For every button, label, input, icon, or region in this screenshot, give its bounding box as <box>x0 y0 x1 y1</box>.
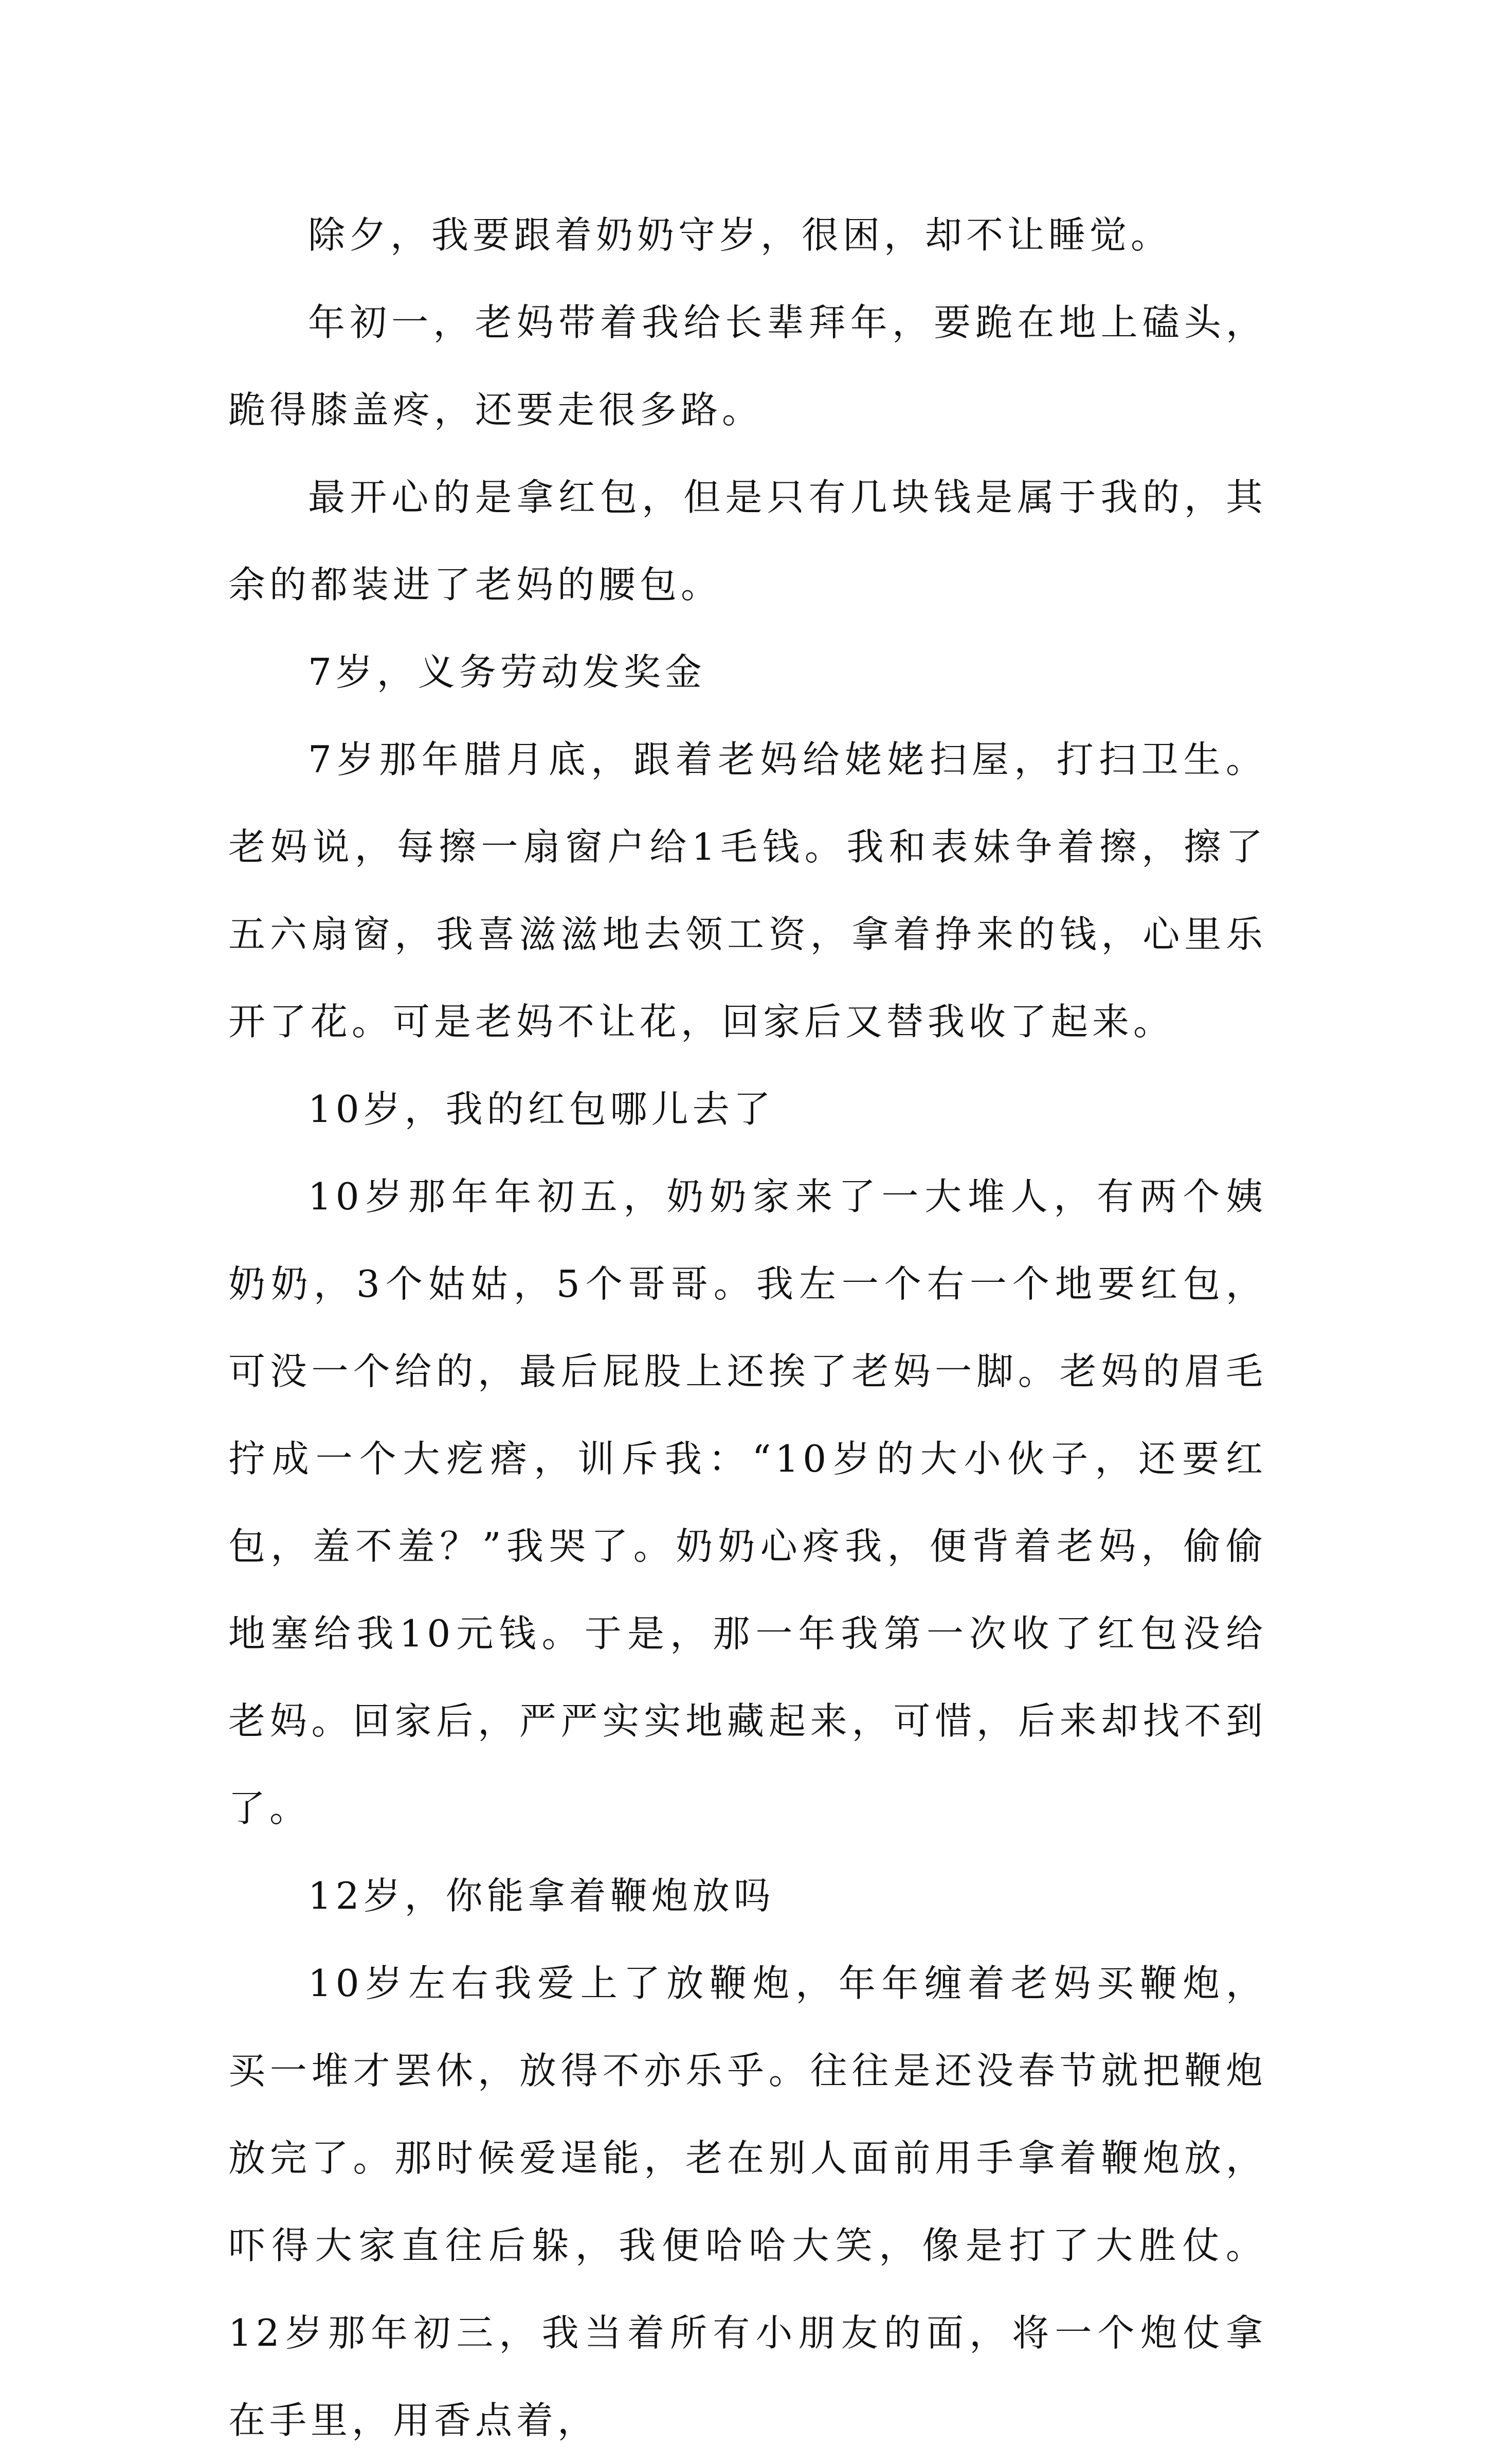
section-heading-age-12: 12岁，你能拿着鞭炮放吗 <box>308 1874 775 1917</box>
section-heading-age-10: 10岁，我的红包哪儿去了 <box>308 1088 775 1131</box>
paragraph-red-envelope: 最开心的是拿红包，但是只有几块钱是属于我的，其余的都装进了老妈的腰包。 <box>228 476 1267 606</box>
section-heading-age-7: 7岁，义务劳动发奖金 <box>308 650 706 694</box>
document-body <box>228 191 1267 2464</box>
paragraph-age-12: 10岁左右我爱上了放鞭炮，年年缠着老妈买鞭炮，买一堆才罢休，放得不亦乐乎。往往是还没春节就把鞭炮放完了。那时候爱逞能，老在别人面前用手拿着鞭炮放，吓得大家直往后躲，我便哈哈大笑，像是打了大胜仗。12岁那年初三，我当着所有小朋友的面，将一个炮仗拿在手里，用香点着， <box>228 1962 1267 2442</box>
paragraph-age-10: 10岁那年年初五，奶奶家来了一大堆人，有两个姨奶奶，3个姑姑，5个哥哥。我左一个右一个地要红包，可没一个给的，最后屁股上还挨了老妈一脚。老妈的眉毛拧成一个大疙瘩，训斥我：“10岁的大小伙子，还要红包，羞不羞？”我哭了。奶奶心疼我，便背着老妈，偷偷地塞给我10元钱。于是，那一年我第一次收了红包没给老妈。回家后，严严实实地藏起来，可惜，后来却找不到了。 <box>228 1175 1267 1830</box>
paragraph-new-year-day: 年初一，老妈带着我给长辈拜年，要跪在地上磕头，跪得膝盖疼，还要走很多路。 <box>228 301 1267 431</box>
paragraph-new-years-eve: 除夕，我要跟着奶奶守岁，很困，却不让睡觉。 <box>308 213 1172 257</box>
paragraph-age-7: 7岁那年腊月底，跟着老妈给姥姥扫屋，打扫卫生。老妈说，每擦一扇窗户给1毛钱。我和表妹争着擦，擦了五六扇窗，我喜滋滋地去领工资，拿着挣来的钱，心里乐开了花。可是老妈不让花，回家后又替我收了起来。 <box>228 738 1267 1043</box>
